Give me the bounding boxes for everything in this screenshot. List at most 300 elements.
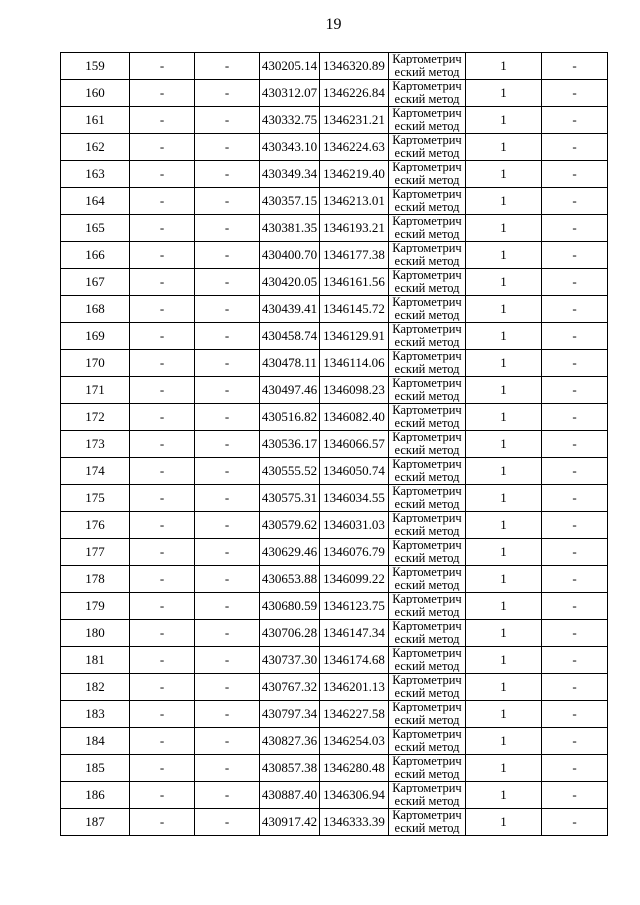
method-line: еский метод <box>394 578 460 591</box>
count-cell: 1 <box>466 674 542 701</box>
dash-cell: - <box>542 215 608 242</box>
point-number-cell: 172 <box>61 404 130 431</box>
dash-cell: - <box>195 242 260 269</box>
dash-cell: - <box>130 431 195 458</box>
dash-cell: - <box>195 188 260 215</box>
y-coordinate-cell: 1346224.63 <box>320 134 389 161</box>
dash-cell: - <box>130 134 195 161</box>
dash-cell: - <box>195 728 260 755</box>
y-coordinate-cell: 1346320.89 <box>320 53 389 80</box>
y-coordinate-cell: 1346099.22 <box>320 566 389 593</box>
dash-cell: - <box>542 485 608 512</box>
dash-cell: - <box>130 242 195 269</box>
dash-cell: - <box>195 134 260 161</box>
x-coordinate-cell: 430458.74 <box>260 323 320 350</box>
method-cell <box>389 539 466 566</box>
y-coordinate-cell: 1346082.40 <box>320 404 389 431</box>
method-line: Картометрич <box>392 512 462 525</box>
dash-cell: - <box>130 782 195 809</box>
point-number-cell: 178 <box>61 566 130 593</box>
x-coordinate-cell: 430497.46 <box>260 377 320 404</box>
method-line: Картометрич <box>392 53 462 66</box>
method-line: Картометрич <box>392 242 462 255</box>
dash-cell: - <box>542 647 608 674</box>
dash-cell: - <box>542 296 608 323</box>
dash-cell: - <box>130 80 195 107</box>
table-row <box>61 782 608 809</box>
method-cell <box>389 755 466 782</box>
table-row <box>61 701 608 728</box>
dash-cell: - <box>542 134 608 161</box>
dash-cell: - <box>542 269 608 296</box>
dash-cell: - <box>195 539 260 566</box>
count-cell: 1 <box>466 350 542 377</box>
y-coordinate-cell: 1346098.23 <box>320 377 389 404</box>
table-row <box>61 647 608 674</box>
x-coordinate-cell: 430767.32 <box>260 674 320 701</box>
point-number-cell: 169 <box>61 323 130 350</box>
x-coordinate-cell: 430516.82 <box>260 404 320 431</box>
dash-cell: - <box>195 80 260 107</box>
dash-cell: - <box>195 161 260 188</box>
point-number-cell: 168 <box>61 296 130 323</box>
point-number-cell: 164 <box>61 188 130 215</box>
method-line: еский метод <box>394 389 460 402</box>
count-cell: 1 <box>466 755 542 782</box>
dash-cell: - <box>195 269 260 296</box>
y-coordinate-cell: 1346254.03 <box>320 728 389 755</box>
dash-cell: - <box>195 404 260 431</box>
count-cell: 1 <box>466 458 542 485</box>
dash-cell: - <box>542 242 608 269</box>
method-cell <box>389 242 466 269</box>
point-number-cell: 173 <box>61 431 130 458</box>
count-cell: 1 <box>466 323 542 350</box>
point-number-cell: 186 <box>61 782 130 809</box>
table-row <box>61 431 608 458</box>
dash-cell: - <box>195 377 260 404</box>
y-coordinate-cell: 1346161.56 <box>320 269 389 296</box>
dash-cell: - <box>542 728 608 755</box>
x-coordinate-cell: 430332.75 <box>260 107 320 134</box>
x-coordinate-cell: 430857.38 <box>260 755 320 782</box>
method-line: еский метод <box>394 686 460 699</box>
dash-cell: - <box>542 377 608 404</box>
dash-cell: - <box>542 809 608 836</box>
point-number-cell: 174 <box>61 458 130 485</box>
dash-cell: - <box>130 647 195 674</box>
method-cell <box>389 296 466 323</box>
y-coordinate-cell: 1346114.06 <box>320 350 389 377</box>
dash-cell: - <box>130 215 195 242</box>
method-cell <box>389 431 466 458</box>
dash-cell: - <box>195 296 260 323</box>
method-line: еский метод <box>394 767 460 780</box>
table-row <box>61 188 608 215</box>
method-line: Картометрич <box>392 269 462 282</box>
point-number-cell: 167 <box>61 269 130 296</box>
dash-cell: - <box>130 458 195 485</box>
dash-cell: - <box>542 512 608 539</box>
count-cell: 1 <box>466 134 542 161</box>
x-coordinate-cell: 430381.35 <box>260 215 320 242</box>
y-coordinate-cell: 1346050.74 <box>320 458 389 485</box>
table-row <box>61 134 608 161</box>
point-number-cell: 170 <box>61 350 130 377</box>
method-line: еский метод <box>394 470 460 483</box>
dash-cell: - <box>195 323 260 350</box>
dash-cell: - <box>195 755 260 782</box>
dash-cell: - <box>542 80 608 107</box>
method-line: Картометрич <box>392 701 462 714</box>
y-coordinate-cell: 1346333.39 <box>320 809 389 836</box>
y-coordinate-cell: 1346031.03 <box>320 512 389 539</box>
point-number-cell: 171 <box>61 377 130 404</box>
table-row <box>61 458 608 485</box>
count-cell: 1 <box>466 809 542 836</box>
y-coordinate-cell: 1346193.21 <box>320 215 389 242</box>
count-cell: 1 <box>466 485 542 512</box>
method-line: еский метод <box>394 821 460 834</box>
method-line: еский метод <box>394 335 460 348</box>
method-line: еский метод <box>394 713 460 726</box>
method-line: еский метод <box>394 794 460 807</box>
dash-cell: - <box>542 350 608 377</box>
dash-cell: - <box>542 161 608 188</box>
point-number-cell: 163 <box>61 161 130 188</box>
method-line: Картометрич <box>392 404 462 417</box>
dash-cell: - <box>130 593 195 620</box>
method-line: Картометрич <box>392 161 462 174</box>
y-coordinate-cell: 1346034.55 <box>320 485 389 512</box>
y-coordinate-cell: 1346066.57 <box>320 431 389 458</box>
point-number-cell: 162 <box>61 134 130 161</box>
dash-cell: - <box>542 566 608 593</box>
method-line: Картометрич <box>392 620 462 633</box>
method-cell <box>389 566 466 593</box>
dash-cell: - <box>130 350 195 377</box>
table-row <box>61 674 608 701</box>
method-line: Картометрич <box>392 809 462 822</box>
method-line: Картометрич <box>392 458 462 471</box>
method-line: Картометрич <box>392 296 462 309</box>
y-coordinate-cell: 1346280.48 <box>320 755 389 782</box>
method-line: Картометрич <box>392 431 462 444</box>
dash-cell: - <box>195 674 260 701</box>
point-number-cell: 166 <box>61 242 130 269</box>
x-coordinate-cell: 430579.62 <box>260 512 320 539</box>
method-line: еский метод <box>394 65 460 78</box>
y-coordinate-cell: 1346226.84 <box>320 80 389 107</box>
y-coordinate-cell: 1346227.58 <box>320 701 389 728</box>
dash-cell: - <box>130 566 195 593</box>
method-line: Картометрич <box>392 188 462 201</box>
count-cell: 1 <box>466 701 542 728</box>
dash-cell: - <box>130 377 195 404</box>
point-number-cell: 183 <box>61 701 130 728</box>
table-row <box>61 323 608 350</box>
count-cell: 1 <box>466 53 542 80</box>
dash-cell: - <box>542 755 608 782</box>
x-coordinate-cell: 430343.10 <box>260 134 320 161</box>
dash-cell: - <box>195 647 260 674</box>
y-coordinate-cell: 1346213.01 <box>320 188 389 215</box>
point-number-cell: 187 <box>61 809 130 836</box>
x-coordinate-cell: 430797.34 <box>260 701 320 728</box>
y-coordinate-cell: 1346123.75 <box>320 593 389 620</box>
count-cell: 1 <box>466 242 542 269</box>
point-number-cell: 179 <box>61 593 130 620</box>
table-row <box>61 404 608 431</box>
dash-cell: - <box>130 107 195 134</box>
dash-cell: - <box>195 701 260 728</box>
method-line: еский метод <box>394 254 460 267</box>
method-line: Картометрич <box>392 566 462 579</box>
point-number-cell: 177 <box>61 539 130 566</box>
point-number-cell: 180 <box>61 620 130 647</box>
method-cell <box>389 269 466 296</box>
method-line: еский метод <box>394 632 460 645</box>
page-number: 19 <box>325 16 342 33</box>
x-coordinate-cell: 430680.59 <box>260 593 320 620</box>
x-coordinate-cell: 430400.70 <box>260 242 320 269</box>
point-number-cell: 185 <box>61 755 130 782</box>
x-coordinate-cell: 430349.34 <box>260 161 320 188</box>
method-line: еский метод <box>394 227 460 240</box>
method-cell <box>389 782 466 809</box>
table-row <box>61 80 608 107</box>
count-cell: 1 <box>466 431 542 458</box>
method-cell <box>389 404 466 431</box>
table-row <box>61 161 608 188</box>
dash-cell: - <box>130 161 195 188</box>
table-body <box>61 53 608 836</box>
x-coordinate-cell: 430205.14 <box>260 53 320 80</box>
method-line: Картометрич <box>392 134 462 147</box>
dash-cell: - <box>542 701 608 728</box>
method-line: еский метод <box>394 308 460 321</box>
table-row <box>61 809 608 836</box>
dash-cell: - <box>130 404 195 431</box>
method-line: еский метод <box>394 92 460 105</box>
y-coordinate-cell: 1346174.68 <box>320 647 389 674</box>
table-row <box>61 728 608 755</box>
dash-cell: - <box>130 809 195 836</box>
method-line: еский метод <box>394 119 460 132</box>
dash-cell: - <box>542 539 608 566</box>
y-coordinate-cell: 1346145.72 <box>320 296 389 323</box>
method-cell <box>389 485 466 512</box>
method-line: еский метод <box>394 605 460 618</box>
dash-cell: - <box>542 188 608 215</box>
table-row <box>61 566 608 593</box>
dash-cell: - <box>542 53 608 80</box>
dash-cell: - <box>130 269 195 296</box>
count-cell: 1 <box>466 539 542 566</box>
x-coordinate-cell: 430653.88 <box>260 566 320 593</box>
x-coordinate-cell: 430439.41 <box>260 296 320 323</box>
table-row <box>61 53 608 80</box>
x-coordinate-cell: 430478.11 <box>260 350 320 377</box>
method-line: Картометрич <box>392 323 462 336</box>
method-line: еский метод <box>394 497 460 510</box>
dash-cell: - <box>195 215 260 242</box>
table-row <box>61 215 608 242</box>
method-line: еский метод <box>394 200 460 213</box>
count-cell: 1 <box>466 593 542 620</box>
table-row <box>61 242 608 269</box>
dash-cell: - <box>542 674 608 701</box>
point-number-cell: 184 <box>61 728 130 755</box>
point-number-cell: 181 <box>61 647 130 674</box>
method-line: Картометрич <box>392 593 462 606</box>
table-row <box>61 485 608 512</box>
dash-cell: - <box>195 782 260 809</box>
x-coordinate-cell: 430887.40 <box>260 782 320 809</box>
method-cell <box>389 350 466 377</box>
y-coordinate-cell: 1346219.40 <box>320 161 389 188</box>
table-row <box>61 269 608 296</box>
dash-cell: - <box>130 539 195 566</box>
dash-cell: - <box>195 53 260 80</box>
dash-cell: - <box>195 458 260 485</box>
x-coordinate-cell: 430706.28 <box>260 620 320 647</box>
dash-cell: - <box>130 728 195 755</box>
count-cell: 1 <box>466 404 542 431</box>
count-cell: 1 <box>466 512 542 539</box>
count-cell: 1 <box>466 647 542 674</box>
method-line: еский метод <box>394 281 460 294</box>
method-line: еский метод <box>394 146 460 159</box>
method-cell <box>389 215 466 242</box>
y-coordinate-cell: 1346147.34 <box>320 620 389 647</box>
x-coordinate-cell: 430737.30 <box>260 647 320 674</box>
dash-cell: - <box>195 431 260 458</box>
count-cell: 1 <box>466 80 542 107</box>
count-cell: 1 <box>466 566 542 593</box>
method-cell <box>389 188 466 215</box>
method-line: Картометрич <box>392 80 462 93</box>
y-coordinate-cell: 1346306.94 <box>320 782 389 809</box>
dash-cell: - <box>542 593 608 620</box>
point-number-cell: 160 <box>61 80 130 107</box>
table-row <box>61 539 608 566</box>
method-line: Картометрич <box>392 485 462 498</box>
method-cell <box>389 512 466 539</box>
dash-cell: - <box>195 566 260 593</box>
method-line: еский метод <box>394 524 460 537</box>
dash-cell: - <box>195 593 260 620</box>
method-line: Картометрич <box>392 215 462 228</box>
dash-cell: - <box>130 512 195 539</box>
count-cell: 1 <box>466 377 542 404</box>
dash-cell: - <box>195 620 260 647</box>
count-cell: 1 <box>466 728 542 755</box>
method-line: Картометрич <box>392 728 462 741</box>
count-cell: 1 <box>466 107 542 134</box>
method-line: Картометрич <box>392 539 462 552</box>
table-row <box>61 350 608 377</box>
dash-cell: - <box>542 404 608 431</box>
method-cell <box>389 107 466 134</box>
y-coordinate-cell: 1346177.38 <box>320 242 389 269</box>
dash-cell: - <box>542 323 608 350</box>
point-number-cell: 159 <box>61 53 130 80</box>
point-number-cell: 161 <box>61 107 130 134</box>
dash-cell: - <box>195 107 260 134</box>
count-cell: 1 <box>466 782 542 809</box>
method-line: еский метод <box>394 443 460 456</box>
y-coordinate-cell: 1346129.91 <box>320 323 389 350</box>
x-coordinate-cell: 430575.31 <box>260 485 320 512</box>
x-coordinate-cell: 430420.05 <box>260 269 320 296</box>
point-number-cell: 182 <box>61 674 130 701</box>
method-cell <box>389 134 466 161</box>
dash-cell: - <box>130 674 195 701</box>
method-line: Картометрич <box>392 107 462 120</box>
dash-cell: - <box>542 458 608 485</box>
method-line: еский метод <box>394 659 460 672</box>
method-cell <box>389 809 466 836</box>
count-cell: 1 <box>466 161 542 188</box>
count-cell: 1 <box>466 269 542 296</box>
dash-cell: - <box>130 323 195 350</box>
method-cell <box>389 674 466 701</box>
method-cell <box>389 728 466 755</box>
dash-cell: - <box>130 755 195 782</box>
x-coordinate-cell: 430917.42 <box>260 809 320 836</box>
point-number-cell: 176 <box>61 512 130 539</box>
method-line: еский метод <box>394 362 460 375</box>
method-line: Картометрич <box>392 782 462 795</box>
x-coordinate-cell: 430629.46 <box>260 539 320 566</box>
dash-cell: - <box>130 296 195 323</box>
dash-cell: - <box>542 620 608 647</box>
method-cell <box>389 53 466 80</box>
dash-cell: - <box>542 431 608 458</box>
dash-cell: - <box>195 809 260 836</box>
count-cell: 1 <box>466 620 542 647</box>
count-cell: 1 <box>466 215 542 242</box>
method-cell <box>389 80 466 107</box>
y-coordinate-cell: 1346201.13 <box>320 674 389 701</box>
table-row <box>61 296 608 323</box>
dash-cell: - <box>542 782 608 809</box>
dash-cell: - <box>130 485 195 512</box>
dash-cell: - <box>130 53 195 80</box>
dash-cell: - <box>130 620 195 647</box>
count-cell: 1 <box>466 188 542 215</box>
table-row <box>61 755 608 782</box>
dash-cell: - <box>195 512 260 539</box>
method-cell <box>389 377 466 404</box>
method-line: Картометрич <box>392 674 462 687</box>
table-row <box>61 620 608 647</box>
method-line: еский метод <box>394 551 460 564</box>
x-coordinate-cell: 430536.17 <box>260 431 320 458</box>
count-cell: 1 <box>466 296 542 323</box>
method-cell <box>389 647 466 674</box>
method-cell <box>389 620 466 647</box>
dash-cell: - <box>130 701 195 728</box>
x-coordinate-cell: 430357.15 <box>260 188 320 215</box>
coordinates-table <box>60 52 608 836</box>
method-line: еский метод <box>394 173 460 186</box>
point-number-cell: 165 <box>61 215 130 242</box>
method-cell <box>389 593 466 620</box>
table-row <box>61 107 608 134</box>
dash-cell: - <box>195 350 260 377</box>
